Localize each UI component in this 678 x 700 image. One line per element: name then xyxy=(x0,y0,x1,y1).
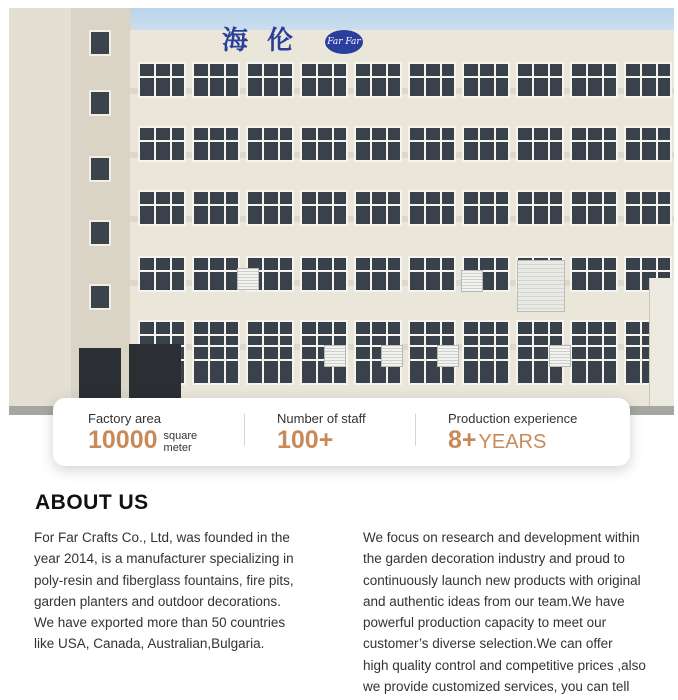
ac-unit xyxy=(437,345,459,367)
window-mullion xyxy=(194,76,238,78)
ac-unit xyxy=(549,345,571,367)
window-mullion xyxy=(518,334,562,336)
factory-window xyxy=(408,126,456,162)
factory-window xyxy=(192,126,240,162)
window-mullion xyxy=(140,140,184,142)
factory-window xyxy=(624,126,672,162)
factory-window xyxy=(246,345,294,385)
factory-window xyxy=(192,190,240,226)
factory-window xyxy=(570,190,618,226)
window-mullion xyxy=(626,76,670,78)
window-mullion xyxy=(194,359,238,361)
window-row xyxy=(130,62,674,98)
stat-label: Number of staff xyxy=(277,411,366,426)
window-mullion xyxy=(410,334,454,336)
factory-window xyxy=(192,256,240,292)
stat-experience xyxy=(448,411,577,456)
window-row xyxy=(130,256,674,292)
unit-line: meter xyxy=(163,442,192,454)
factory-window xyxy=(408,190,456,226)
window-mullion xyxy=(140,204,184,206)
factory-window xyxy=(570,126,618,162)
window-mullion xyxy=(410,76,454,78)
factory-window xyxy=(300,126,348,162)
text-line: customer’s diverse selection.We can offer xyxy=(363,636,613,652)
stat-value: 100+ xyxy=(277,426,334,454)
factory-window xyxy=(354,190,402,226)
window-mullion xyxy=(410,140,454,142)
sign-character: 海 xyxy=(222,26,249,56)
stat-label: Factory area xyxy=(88,411,161,426)
window-mullion xyxy=(626,270,670,272)
factory-window xyxy=(624,62,672,98)
factory-window xyxy=(138,62,186,98)
factory-window xyxy=(300,62,348,98)
window-mullion xyxy=(572,76,616,78)
stat-number: 8+ xyxy=(448,426,477,454)
text-line: We have exported more than 50 countries xyxy=(34,615,286,631)
window-mullion xyxy=(248,140,292,142)
factory-window xyxy=(462,126,510,162)
ac-unit xyxy=(461,270,483,292)
window-mullion xyxy=(302,334,346,336)
text-line: continuously launch new products with original xyxy=(363,572,641,588)
window-mullion xyxy=(626,204,670,206)
window-mullion xyxy=(464,204,508,206)
side-window xyxy=(89,284,111,310)
window-mullion xyxy=(464,359,508,361)
window-mullion xyxy=(572,204,616,206)
stats-card xyxy=(53,398,630,466)
text-line: For Far Crafts Co., Ltd, was founded in the xyxy=(34,530,290,545)
text-line: powerful production capacity to meet our xyxy=(363,615,607,631)
window-mullion xyxy=(572,334,616,336)
window-row xyxy=(130,126,674,162)
factory-window xyxy=(570,62,618,98)
stat-number: 10000 xyxy=(88,426,158,454)
factory-window xyxy=(408,256,456,292)
window-row xyxy=(130,190,674,226)
stat-unit: YEARS xyxy=(478,431,547,453)
window-mullion xyxy=(464,76,508,78)
factory-window xyxy=(246,126,294,162)
window-mullion xyxy=(302,76,346,78)
factory-window xyxy=(192,62,240,98)
factory-window xyxy=(138,126,186,162)
factory-window xyxy=(516,62,564,98)
loading-door xyxy=(129,344,181,406)
side-window xyxy=(89,30,111,56)
window-mullion xyxy=(464,140,508,142)
divider xyxy=(244,414,245,446)
window-mullion xyxy=(302,140,346,142)
window-mullion xyxy=(140,270,184,272)
stat-value xyxy=(88,426,197,454)
window-mullion xyxy=(518,204,562,206)
window-mullion xyxy=(140,334,184,336)
window-mullion xyxy=(140,76,184,78)
factory-window xyxy=(138,256,186,292)
ac-unit xyxy=(237,268,259,290)
about-text-right xyxy=(363,527,663,697)
about-text-left xyxy=(34,527,330,655)
factory-window xyxy=(138,190,186,226)
window-mullion xyxy=(194,270,238,272)
text-line: year 2014, is a manufacturer specializing in xyxy=(34,551,294,567)
text-line: we provide customized services, you can tell xyxy=(363,679,630,695)
text-line: high quality control and competitive prices ,also xyxy=(363,657,646,673)
neighbor-building xyxy=(649,278,674,415)
factory-window xyxy=(516,126,564,162)
roller-shutter xyxy=(517,260,565,312)
window-mullion xyxy=(248,76,292,78)
stat-label: Production experience xyxy=(448,411,578,426)
window-mullion xyxy=(356,204,400,206)
window-mullion xyxy=(356,140,400,142)
factory-window xyxy=(516,190,564,226)
window-mullion xyxy=(356,76,400,78)
factory-window xyxy=(570,256,618,292)
stat-factory-area xyxy=(88,411,197,454)
unit-line: square xyxy=(163,430,198,442)
factory-window xyxy=(624,190,672,226)
factory-window xyxy=(354,62,402,98)
text-line: the garden decoration industry and proud to xyxy=(363,551,625,567)
factory-window xyxy=(354,126,402,162)
window-mullion xyxy=(410,204,454,206)
ac-unit xyxy=(381,345,403,367)
window-mullion xyxy=(518,76,562,78)
factory-photo xyxy=(9,8,674,415)
factory-window xyxy=(462,62,510,98)
window-mullion xyxy=(518,140,562,142)
factory-window xyxy=(300,256,348,292)
side-window xyxy=(89,156,111,182)
text-line: like USA, Canada, Australian,Bulgaria. xyxy=(34,636,265,652)
about-title: ABOUT US xyxy=(35,491,149,514)
window-mullion xyxy=(194,204,238,206)
divider xyxy=(415,414,416,446)
factory-window xyxy=(570,345,618,385)
window-mullion xyxy=(356,270,400,272)
factory-window xyxy=(462,190,510,226)
side-window xyxy=(89,90,111,116)
stat-unit xyxy=(164,430,198,454)
text-line: We focus on research and development within xyxy=(363,530,640,545)
text-line: poly-resin and fiberglass fountains, fire pits, xyxy=(34,572,294,588)
text-line: garden planters and outdoor decorations. xyxy=(34,593,281,609)
factory-window xyxy=(354,256,402,292)
brand-logo: Far Far xyxy=(325,30,363,54)
factory-window xyxy=(408,62,456,98)
window-mullion xyxy=(194,140,238,142)
factory-window xyxy=(192,345,240,385)
stat-staff xyxy=(277,411,366,454)
factory-window xyxy=(300,190,348,226)
stat-value xyxy=(448,426,577,456)
sign-character: 伦 xyxy=(267,26,294,56)
factory-window xyxy=(246,62,294,98)
window-mullion xyxy=(248,359,292,361)
window-mullion xyxy=(248,204,292,206)
window-mullion xyxy=(572,140,616,142)
window-mullion xyxy=(572,270,616,272)
window-mullion xyxy=(194,334,238,336)
ac-unit xyxy=(324,345,346,367)
window-mullion xyxy=(410,270,454,272)
side-window xyxy=(89,220,111,246)
text-line: and authentic ideas from our team.We have xyxy=(363,593,625,609)
window-mullion xyxy=(572,359,616,361)
factory-window xyxy=(462,345,510,385)
window-mullion xyxy=(302,270,346,272)
window-mullion xyxy=(302,204,346,206)
window-mullion xyxy=(464,334,508,336)
factory-window xyxy=(246,190,294,226)
window-mullion xyxy=(248,334,292,336)
window-mullion xyxy=(626,140,670,142)
window-mullion xyxy=(356,334,400,336)
